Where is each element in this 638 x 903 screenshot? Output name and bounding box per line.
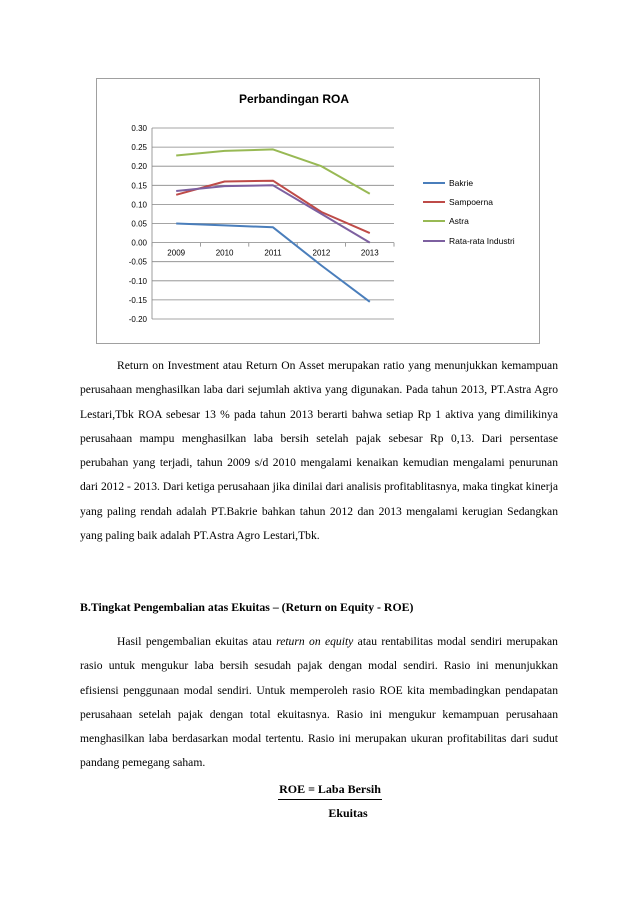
roe-text-after: atau rentabilitas modal sendiri merupakan rasio untuk mengukur laba bersih sesudah pajak dengan modal sendiri. Rasio ini menunjukkan efisiensi penggunaan modal sendiri. Untuk memperoleh rasio ROE kita membadingkan pendapatan perusahaan setelah pajak dengan total ekuitasnya. Rasio ini mengukur kemampuan perusahaan menghasilkan laba berdasarkan modal tertentu. Rasio ini merupakan ukuran profitabilitas dari sudut pandang pemegang saham. (80, 635, 558, 770)
chart-title: Perbandingan ROA (238, 92, 350, 106)
roa-line-chart (96, 78, 540, 344)
roa-explanation-text: Return on Investment atau Return On Asset merupakan ratio yang menunjukkan kemampuan perusahaan menghasilkan laba dari sejumlah aktiva yang digunakan. Pada tahun 2013, PT.Astra Agro Lestari,Tbk ROA sebesar 13 % pada tahun 2013 berarti bahwa setiap Rp 1 aktiva yang dimilikinya perusahaan mampu menghasilkan laba bersih setelah pajak sebesar Rp 0,13. Dari persentase perubahan yang terjadi, tahun 2009 s/d 2010 mengalami kenaikan kemudian mengalami penurunan dari 2012 - 2013. Dari ketiga perusahaan jika dinilai dari analisis profitablitasnya, maka tingkat kinerja yang paling rendah adalah PT.Bakrie bahkan tahun 2012 dan 2013 mengalami kerugian Sedangkan yang paling baik adalah PT.Astra Agro Lestari,Tbk. (80, 359, 558, 543)
legend-astra-label: Astra (449, 216, 469, 226)
series-line-bakrie (176, 224, 370, 302)
series-lines (176, 149, 370, 301)
formula-numerator: ROE = Laba Bersih (278, 782, 382, 800)
legend-rata-rata-industri-label: Rata-rata Industri (449, 236, 515, 246)
y-tick-label: 0.05 (131, 219, 147, 229)
section-heading-roe: B.Tingkat Pengembalian atas Ekuitas – (Return on Equity - ROE) (80, 600, 414, 614)
y-tick-label: -0.10 (128, 276, 147, 286)
y-tick-label: 0.30 (131, 124, 147, 133)
legend-bakrie-label: Bakrie (449, 178, 474, 188)
legend (423, 178, 515, 246)
y-axis-ticks (129, 124, 148, 324)
x-tick-label: 2009 (167, 248, 186, 258)
y-tick-label: 0.10 (131, 200, 147, 210)
chart-canvas (97, 79, 539, 343)
roe-explanation-paragraph (80, 630, 558, 776)
roe-text-italic: return on equity (276, 635, 354, 648)
legend-sampoerna-label: Sampoerna (449, 197, 493, 207)
x-tick-label: 2011 (264, 248, 282, 258)
formula-denominator: Ekuitas (328, 806, 368, 820)
x-tick-label: 2010 (215, 248, 234, 258)
y-tick-label: 0.00 (131, 238, 147, 248)
y-tick-label: -0.20 (128, 315, 147, 324)
x-axis-ticks (152, 243, 394, 258)
roa-explanation-paragraph (80, 354, 558, 548)
y-tick-label: -0.15 (128, 295, 147, 305)
y-tick-label: 0.25 (131, 143, 147, 153)
roe-text-before: Hasil pengembalian ekuitas atau (117, 635, 277, 648)
y-tick-label: 0.20 (131, 162, 147, 172)
y-tick-label: -0.05 (128, 257, 147, 267)
y-tick-label: 0.15 (131, 181, 147, 191)
x-tick-label: 2012 (312, 248, 331, 258)
series-line-rata-rata-industri (176, 185, 370, 242)
roe-formula (278, 782, 382, 821)
x-tick-label: 2013 (360, 248, 379, 258)
